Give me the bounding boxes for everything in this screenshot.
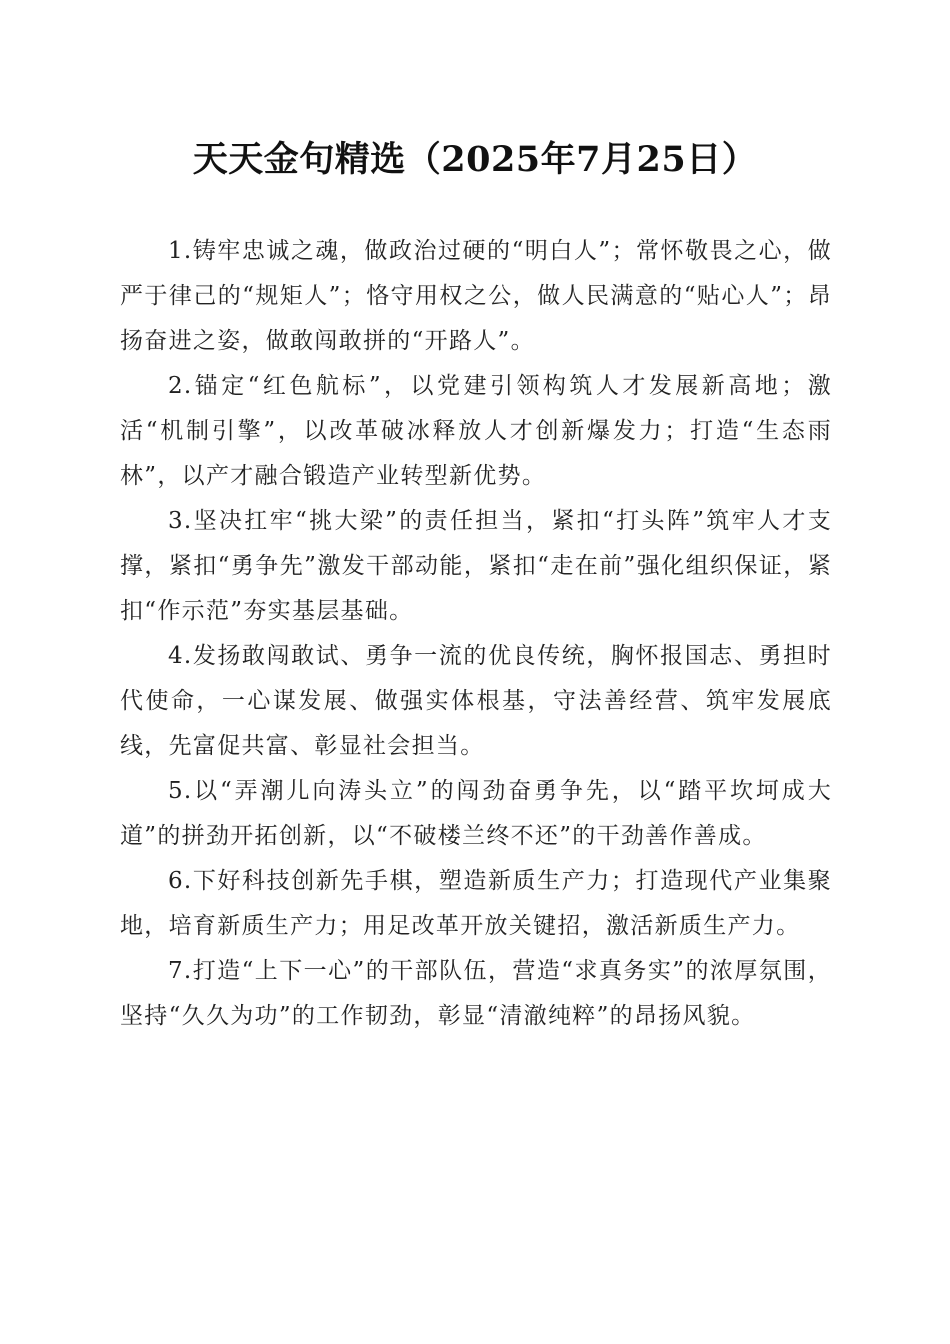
- paragraph-1: 1.铸牢忠诚之魂，做政治过硬的“明白人”；常怀敬畏之心，做严于律己的“规矩人”；恪守用权之公，做人民满意的“贴心人”；昂扬奋进之姿，做敢闯敢拼的“开路人”。: [120, 238, 832, 354]
- paragraph-6: 6.下好科技创新先手棋，塑造新质生产力；打造现代产业集聚地，培育新质生产力；用足改革开放关键招，激活新质生产力。: [120, 868, 832, 939]
- paragraph-2: 2.锚定“红色航标”，以党建引领构筑人才发展新高地；激活“机制引擎”，以改革破冰释放人才创新爆发力；打造“生态雨林”，以产才融合锻造产业转型新优势。: [120, 373, 832, 489]
- paragraph-4: 4.发扬敢闯敢试、勇争一流的优良传统，胸怀报国志、勇担时代使命，一心谋发展、做强实体根基，守法善经营、筑牢发展底线，先富促共富、彰显社会担当。: [120, 643, 832, 759]
- document-body: [120, 229, 832, 1039]
- paragraph-3: 3.坚决扛牢“挑大梁”的责任担当，紧扣“打头阵”筑牢人才支撑，紧扣“勇争先”激发干部动能，紧扣“走在前”强化组织保证，紧扣“作示范”夯实基层基础。: [120, 508, 832, 624]
- paragraph-7: 7.打造“上下一心”的干部队伍，营造“求真务实”的浓厚氛围，坚持“久久为功”的工作韧劲，彰显“清澈纯粹”的昂扬风貌。: [120, 958, 832, 1029]
- paragraph-5: 5.以“弄潮儿向涛头立”的闯劲奋勇争先，以“踏平坎坷成大道”的拼劲开拓创新，以“不破楼兰终不还”的干劲善作善成。: [120, 778, 832, 849]
- document-title: 天天金句精选（2025年7月25日）: [192, 139, 758, 180]
